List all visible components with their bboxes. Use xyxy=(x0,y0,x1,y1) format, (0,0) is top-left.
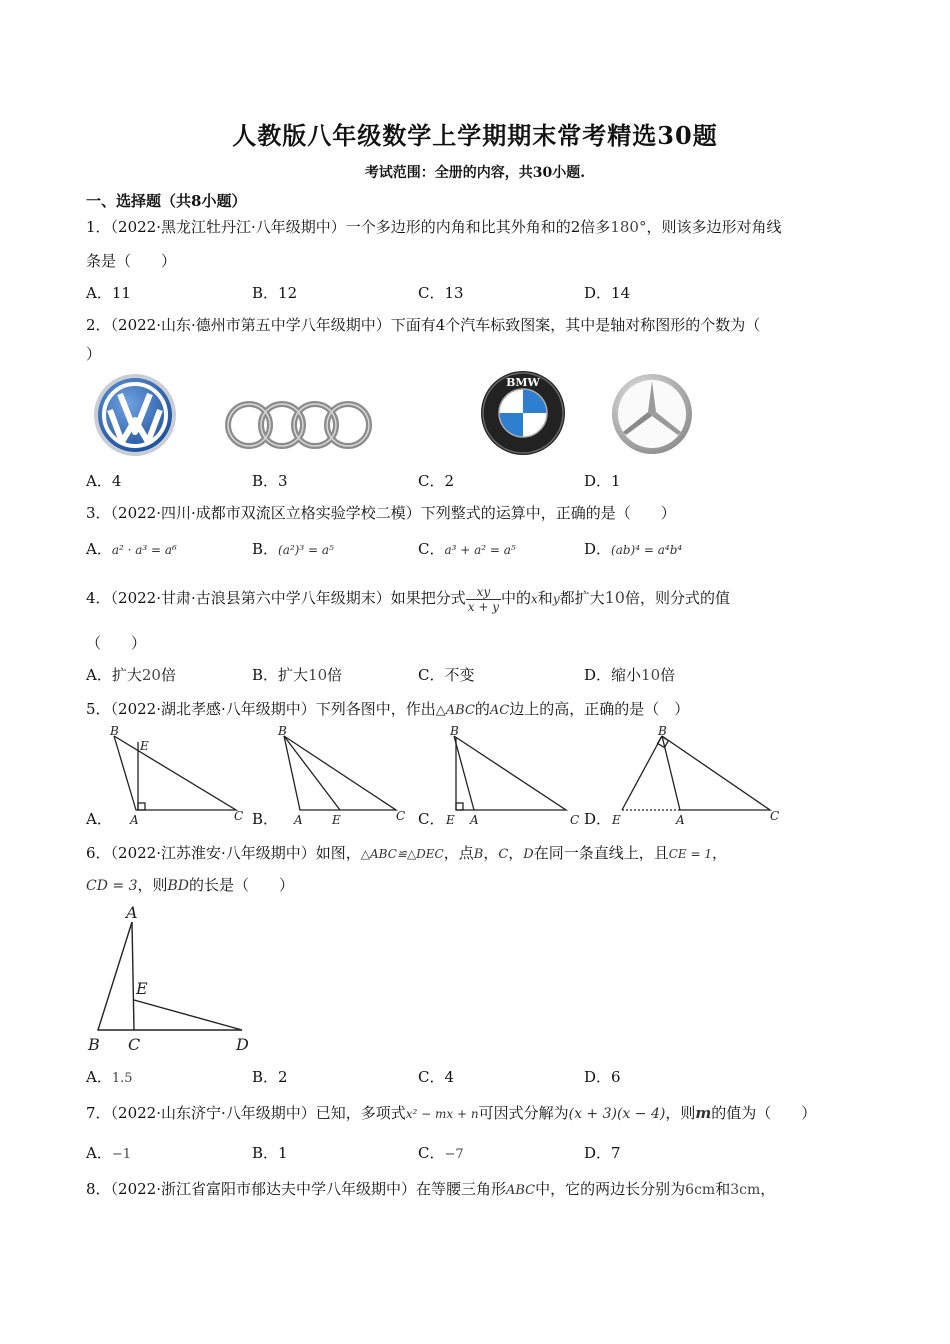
q7-poly: x² − mx + n xyxy=(405,1107,479,1121)
fig-d-label-a: A xyxy=(676,813,685,827)
q1-option-a[interactable]: A．11 xyxy=(86,284,131,302)
q6-b: B xyxy=(473,847,484,862)
q6-text-d: ，则 xyxy=(137,876,168,894)
question-3-line-1: 3．（2022·四川·成都市双流区立格实验学校二模）下列整式的运算中，正确的是（ ） xyxy=(86,504,676,522)
q6-ce: CE = 1 xyxy=(668,847,713,861)
bmw-logo-icon xyxy=(480,370,566,456)
q4-option-b[interactable] xyxy=(252,664,342,685)
q5-option-a[interactable]: A． xyxy=(86,810,112,828)
q4-option-a-suffix: 倍 xyxy=(160,666,176,684)
fig-c-label-a: A xyxy=(470,813,479,827)
fig-b-label-e: E xyxy=(332,813,341,827)
q5-text-a: 5．（2022·湖北孝感·八年级期中）下列各图中，作出 xyxy=(86,700,436,718)
q5-figures xyxy=(86,724,866,828)
question-2-line-1: 2．（2022·山东·德州市第五中学八年级期中）下面有4个汽车标致图案，其中是轴对称图形的个数为（ xyxy=(86,316,761,334)
q6-option-d[interactable]: D．6 xyxy=(584,1068,621,1086)
q7-fact: (x + 3)(x − 4) xyxy=(568,1106,666,1122)
q1-option-c[interactable]: C．13 xyxy=(418,284,464,302)
q6-fig-label-c: C xyxy=(128,1035,141,1054)
q4-x: x xyxy=(531,592,538,606)
fig-c-label-c: C xyxy=(570,813,580,827)
q3-option-a[interactable] xyxy=(86,538,177,559)
q6-text-b: ，点 xyxy=(443,844,474,862)
q6-c: C xyxy=(498,847,509,862)
fig-d-label-e: E xyxy=(612,813,621,827)
q7-text-a: 7．（2022·山东济宁·八年级期中）已知，多项式 xyxy=(86,1104,406,1122)
question-8-line-1 xyxy=(86,1178,775,1199)
q5-ac: AC xyxy=(489,703,510,718)
question-1-line-1 xyxy=(86,216,781,237)
q7-m: m xyxy=(695,1104,712,1122)
q4-option-d-suffix: 倍 xyxy=(660,666,676,684)
question-2-line-2: ） xyxy=(86,345,102,363)
q4-ten: 10 xyxy=(604,588,625,607)
q2-option-c[interactable]: C．2 xyxy=(418,472,455,490)
q3-option-c-expr: a³ + a² = a⁵ xyxy=(444,543,516,557)
fig-b-label-b: B xyxy=(278,724,287,738)
q6-text-e: 的长是（ ） xyxy=(189,876,295,894)
q7-option-c-label: C． xyxy=(418,1144,445,1162)
q3-option-a-expr: a² · a³ = a⁶ xyxy=(111,543,177,557)
q5-option-d[interactable]: D． xyxy=(584,810,612,828)
q1-text: 1．（2022·黑龙江牡丹江·八年级期中）一个多边形的内角和比其外角和的2倍多 xyxy=(86,218,611,236)
q7-option-a[interactable] xyxy=(86,1142,131,1163)
q3-option-b-expr: (a²)³ = a⁵ xyxy=(278,543,334,557)
question-1-line-2: 条是（ ） xyxy=(86,252,177,270)
q4-option-d-num: 10 xyxy=(641,666,661,684)
q7-option-c-val: −7 xyxy=(444,1147,464,1162)
q3-option-c[interactable] xyxy=(418,538,516,559)
q7-text-d: 的值为（ ） xyxy=(711,1104,817,1122)
q3-option-a-label: A． xyxy=(86,540,112,558)
fig-b-label-c: C xyxy=(396,809,406,823)
vw-logo-icon xyxy=(92,372,178,458)
q8-s1: 6cm xyxy=(685,1182,716,1198)
page-title: 人教版八年级数学上学期期末常考精选30题 xyxy=(232,121,718,150)
q6-option-a[interactable] xyxy=(86,1066,133,1087)
q6-fig-label-a: A xyxy=(126,904,138,922)
q8-text-b: 中，它的两边长分别为 xyxy=(535,1180,686,1198)
q4-text-c: 都扩大 xyxy=(559,589,605,607)
q4-option-c[interactable]: C．不变 xyxy=(418,666,475,684)
q4-y: y xyxy=(552,592,560,606)
q6-text-a: 6．（2022·江苏淮安·八年级期中）如图， xyxy=(86,844,361,862)
section-heading: 一、选择题（共8小题） xyxy=(86,192,247,210)
fig-b-label-a: A xyxy=(294,813,303,827)
q4-option-d-label: D．缩小 xyxy=(584,666,642,684)
q3-option-d-expr: (ab)⁴ = a⁴b⁴ xyxy=(611,543,683,557)
q6-figure xyxy=(86,904,266,1056)
q6-text-c: 在同一条直线上，且 xyxy=(533,844,669,862)
q1-option-b[interactable]: B．12 xyxy=(252,284,298,302)
question-4-line-1 xyxy=(86,578,730,618)
fig-a-label-a: A xyxy=(130,813,139,827)
q5-option-c[interactable]: C． xyxy=(418,810,445,828)
q5-text-b: 的 xyxy=(474,700,490,718)
q8-abc: ABC xyxy=(506,1183,536,1198)
q6-option-b[interactable]: B．2 xyxy=(252,1068,288,1086)
q8-s2: 3cm xyxy=(730,1182,761,1198)
q4-option-b-num: 10 xyxy=(308,666,328,684)
page-subtitle: 考试范围：全册的内容，共30小题. xyxy=(364,165,586,181)
q4-option-a-label: A．扩大 xyxy=(86,666,142,684)
q7-option-b[interactable]: B．1 xyxy=(252,1144,288,1162)
fig-a-label-b: B xyxy=(110,724,119,738)
q3-option-b[interactable] xyxy=(252,538,334,559)
q1-text-b: ，则该多边形对角线 xyxy=(646,218,782,236)
q2-option-a[interactable]: A．4 xyxy=(86,472,122,490)
question-4-line-2: （ ） xyxy=(86,634,147,652)
q4-option-d[interactable] xyxy=(584,664,675,685)
q5-option-b[interactable]: B． xyxy=(252,810,279,828)
q4-option-b-suffix: 倍 xyxy=(327,666,343,684)
question-7-line-1 xyxy=(86,1102,816,1123)
q7-option-a-label: A． xyxy=(86,1144,112,1162)
q6-cd: CD = 3 xyxy=(86,878,138,894)
q3-option-d-label: D． xyxy=(584,540,612,558)
q4-text-d: 倍，则分式的值 xyxy=(624,589,730,607)
q5-text-c: 边上的高，正确的是（ ） xyxy=(509,700,690,718)
question-5-line-1 xyxy=(86,698,689,719)
fig-c-label-e: E xyxy=(446,813,455,827)
q6-fig-label-d: D xyxy=(236,1035,249,1054)
q6-option-a-label: A． xyxy=(86,1068,112,1086)
q7-text-c: ，则 xyxy=(665,1104,696,1122)
q4-fraction xyxy=(466,585,501,614)
question-6-line-2 xyxy=(86,874,294,895)
q3-option-b-label: B． xyxy=(252,540,279,558)
q4-frac-den: x + y xyxy=(467,599,499,614)
q6-bd: BD xyxy=(167,878,190,894)
q4-option-b-label: B．扩大 xyxy=(252,666,309,684)
fig-d-label-c: C xyxy=(770,809,780,823)
bmw-letters: BMW xyxy=(506,376,540,389)
question-6-line-1: 6．（2022·江苏淮安·八年级期中）如图，△ABC≌△DEC，点B，C，D在同一条直线上，且CE = 1， xyxy=(86,844,728,862)
q2-option-d[interactable]: D．1 xyxy=(584,472,621,490)
q5-tri: △ABC xyxy=(435,703,475,718)
q7-option-c[interactable] xyxy=(418,1142,464,1163)
mercedes-logo-icon xyxy=(610,372,694,456)
q4-option-a[interactable] xyxy=(86,664,176,685)
q8-end: ， xyxy=(760,1180,776,1198)
q1-expr: 180° xyxy=(610,218,647,236)
q8-and: 和 xyxy=(715,1180,731,1198)
q6-option-a-val: 1.5 xyxy=(111,1071,133,1086)
fig-a-label-c: C xyxy=(234,809,244,823)
fig-a-label-e: E xyxy=(140,739,149,753)
q2-option-b[interactable]: B．3 xyxy=(252,472,288,490)
q6-fig-label-b: B xyxy=(88,1035,100,1054)
q1-option-d[interactable]: D．14 xyxy=(584,284,631,302)
q6-fig-label-e: E xyxy=(136,979,148,998)
q7-option-a-val: −1 xyxy=(111,1147,132,1162)
q3-option-c-label: C． xyxy=(418,540,445,558)
q8-text-a: 8．（2022·浙江省富阳市郁达夫中学八年级期中）在等腰三角形 xyxy=(86,1180,506,1198)
fig-c-label-b: B xyxy=(450,724,459,738)
audi-logo-icon xyxy=(222,398,376,452)
q4-option-a-num: 20 xyxy=(141,666,161,684)
q6-congr: △ABC≌△DEC xyxy=(360,847,444,861)
q4-and: 和 xyxy=(537,589,553,607)
q6-d: D xyxy=(523,847,534,862)
q7-option-d[interactable]: D．7 xyxy=(584,1144,621,1162)
q3-option-d[interactable] xyxy=(584,538,682,559)
q6-option-c[interactable]: C．4 xyxy=(418,1068,455,1086)
q4-text-a: 4．（2022·甘肃·古浪县第六中学八年级期末）如果把分式 xyxy=(86,589,466,607)
q7-text-b: 可因式分解为 xyxy=(478,1104,569,1122)
q4-text-b: 中的 xyxy=(501,589,532,607)
fig-d-label-b: B xyxy=(658,724,667,738)
q4-frac-num: xy xyxy=(466,585,501,600)
